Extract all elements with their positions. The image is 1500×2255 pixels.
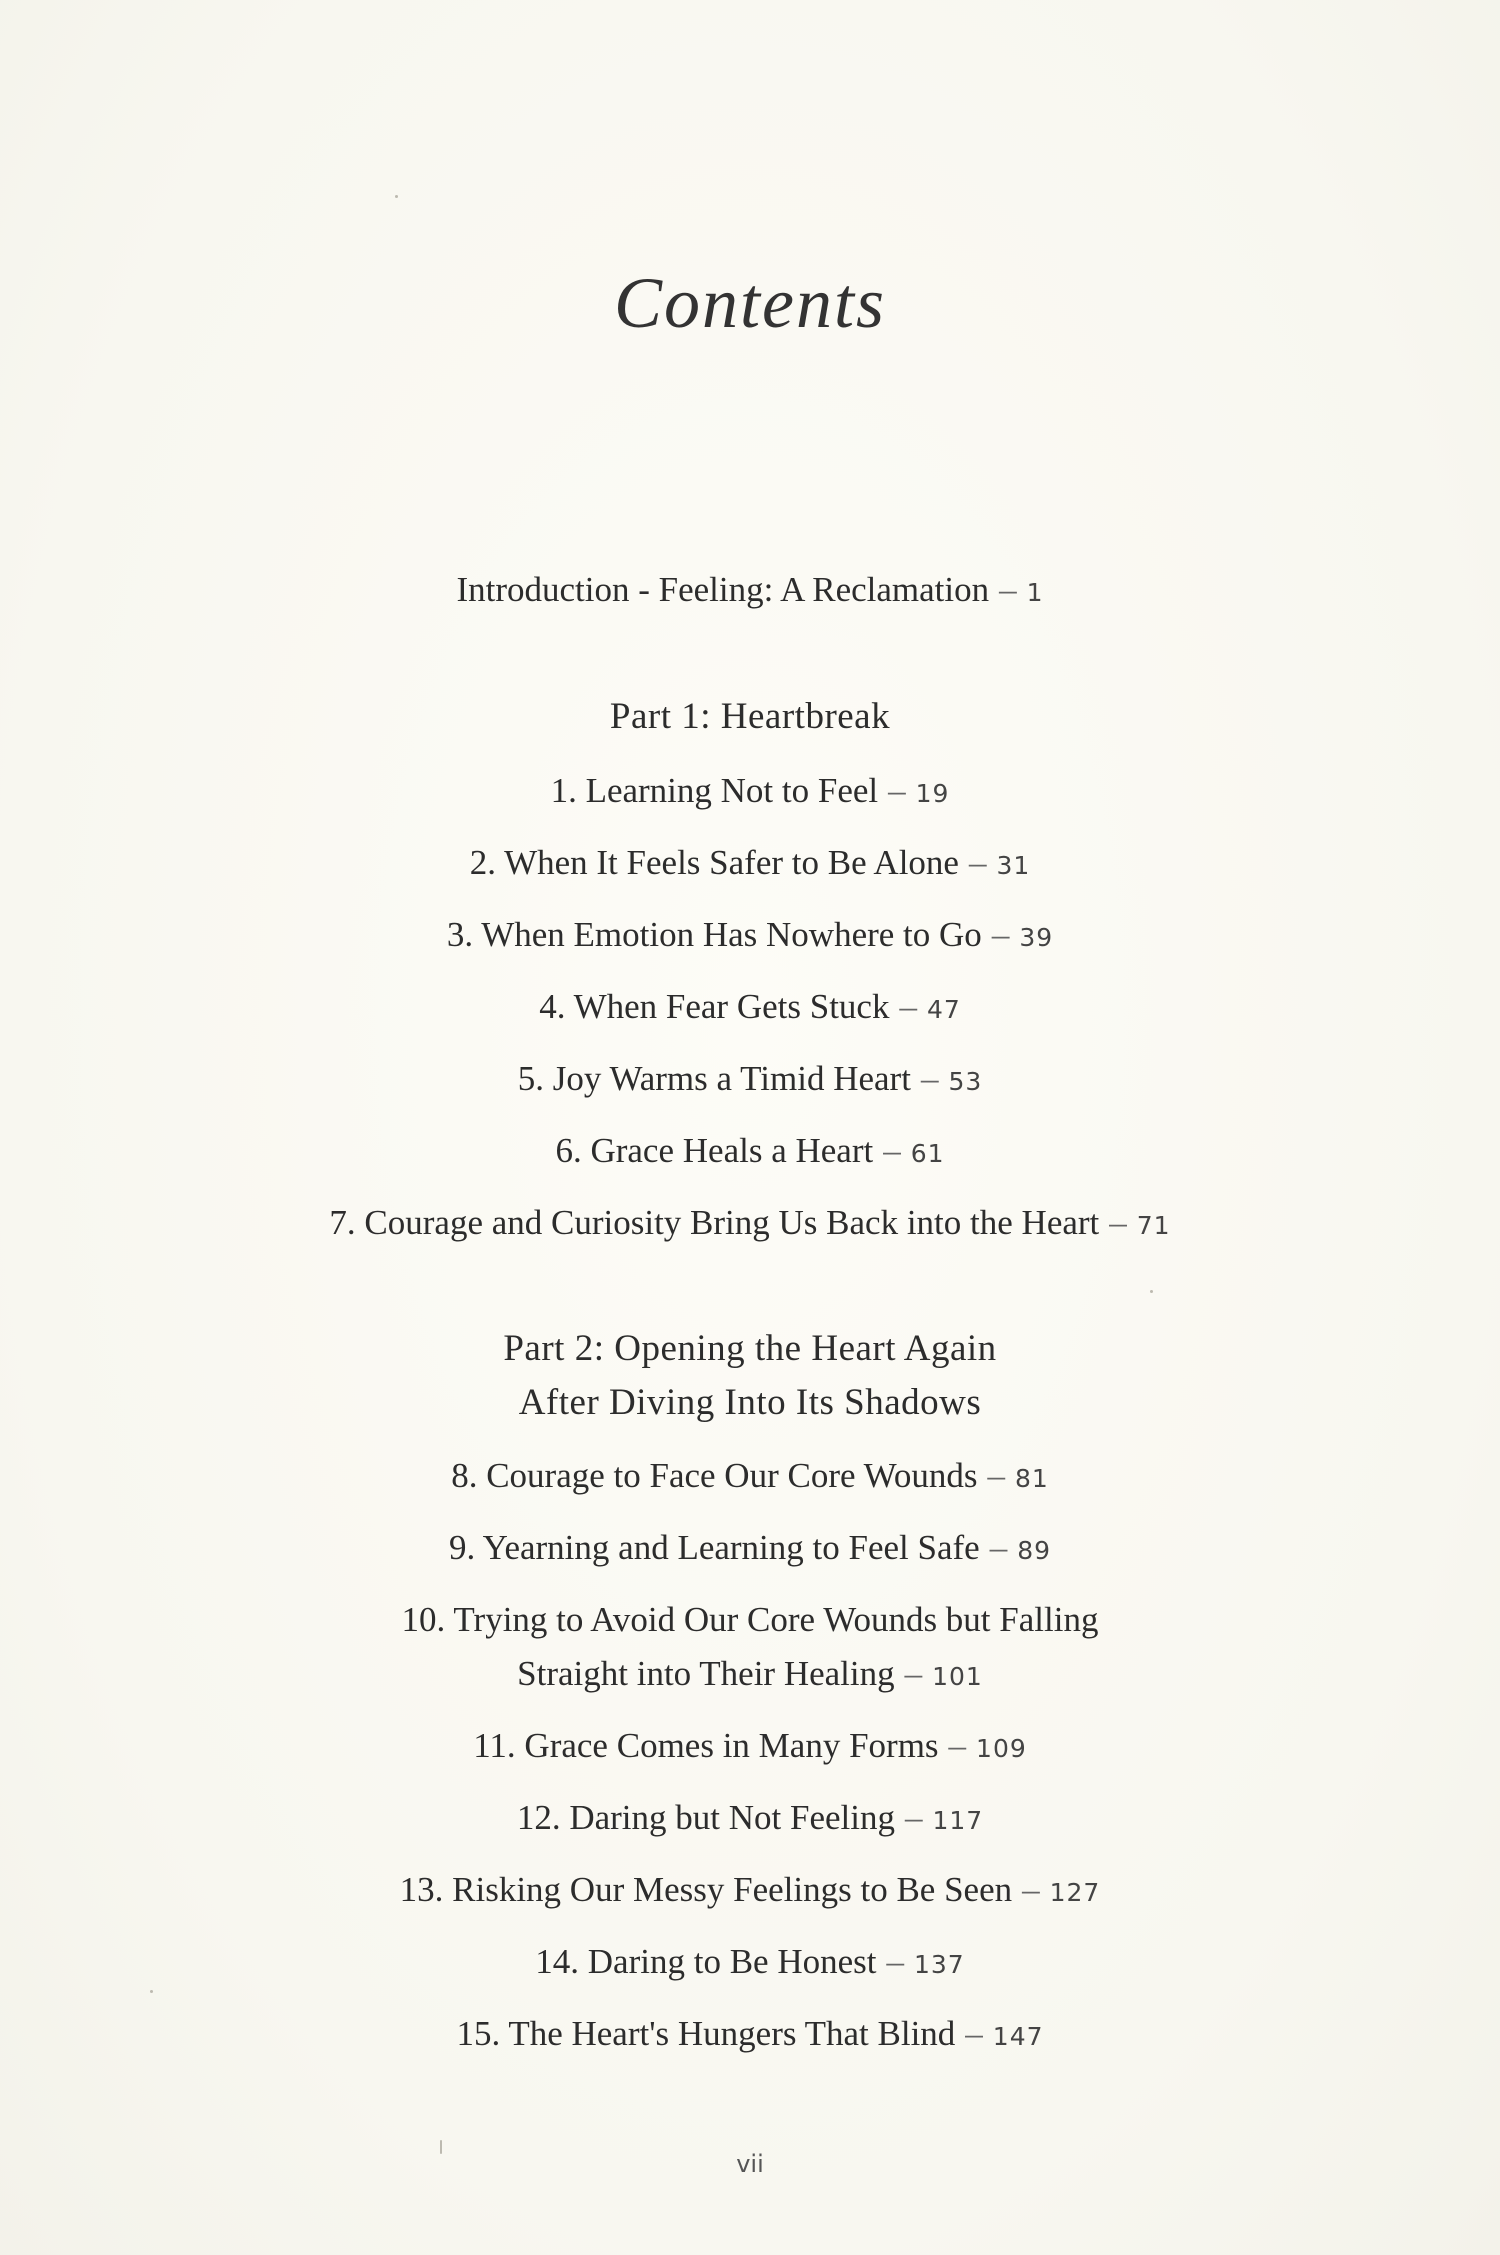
entry-label: 8. Courage to Face Our Core Wounds: [451, 1456, 978, 1495]
entry-dash: –: [965, 2014, 983, 2053]
scan-speck: [440, 2140, 442, 2154]
toc-entry: [0, 2016, 1500, 2051]
toc-entry: [0, 1872, 1500, 1907]
entry-label: 7. Courage and Curiosity Bring Us Back into the Heart: [329, 1203, 1100, 1242]
entry-dash: –: [1109, 1203, 1127, 1242]
toc-entry: [0, 1061, 1500, 1096]
entry-dash: –: [989, 1528, 1008, 1567]
entry-page: 101: [932, 1662, 983, 1691]
entry-dash: –: [999, 570, 1017, 609]
entry-label: 12. Daring but Not Feeling: [516, 1798, 895, 1837]
entry-label: 5. Joy Warms a Timid Heart: [517, 1059, 911, 1098]
entry-page: 117: [932, 1806, 984, 1835]
entry-page: 127: [1049, 1878, 1101, 1907]
toc-entry: [0, 845, 1500, 880]
entry-dash: –: [1022, 1870, 1040, 1909]
entry-label: 10. Trying to Avoid Our Core Wounds but Falling: [401, 1600, 1099, 1639]
entry-page: 53: [948, 1067, 983, 1096]
entry-label: 6. Grace Heals a Heart: [555, 1131, 874, 1170]
toc-entry-continued: [0, 1656, 1500, 1691]
entry-label: Straight into Their Healing: [517, 1654, 895, 1693]
toc-entry: [0, 1458, 1500, 1493]
entry-dash: –: [886, 1942, 904, 1981]
entry-label: 9. Yearning and Learning to Feel Safe: [448, 1528, 980, 1567]
entry-dash: –: [904, 1798, 923, 1837]
entry-label: 4. When Fear Gets Stuck: [539, 987, 890, 1026]
entry-dash: –: [968, 843, 987, 882]
entry-page: 71: [1136, 1211, 1171, 1240]
scan-speck: [1150, 1290, 1153, 1293]
entry-dash: –: [899, 987, 917, 1026]
toc-entry: [0, 773, 1500, 808]
entry-label: 1. Learning Not to Feel: [550, 771, 879, 810]
entry-dash: –: [920, 1059, 939, 1098]
entry-page: 81: [1015, 1464, 1049, 1493]
entry-page: 19: [915, 779, 950, 808]
scan-speck: [150, 1990, 153, 1993]
toc-entry: [0, 1800, 1500, 1835]
entry-page: 31: [996, 851, 1031, 880]
entry-label: 15. The Heart's Hungers That Blind: [456, 2014, 956, 2053]
toc-entry: [0, 989, 1500, 1024]
page-title: Contents: [613, 263, 886, 343]
part1-heading: Part 1: Heartbreak: [609, 696, 891, 737]
toc-entry: [0, 1944, 1500, 1979]
part2-heading-line1: Part 2: Opening the Heart Again: [503, 1328, 997, 1369]
entry-label: 2. When It Feels Safer to Be Alone: [469, 843, 959, 882]
entry-page: 109: [976, 1734, 1027, 1763]
entry-page: 147: [992, 2022, 1044, 2051]
entry-label: 3. When Emotion Has Nowhere to Go: [446, 915, 982, 954]
entry-label: 13. Risking Our Messy Feelings to Be Seen: [399, 1870, 1013, 1909]
entry-page: 137: [913, 1950, 965, 1979]
toc-entry: [0, 917, 1500, 952]
entry-dash: –: [987, 1456, 1005, 1495]
entry-page: 89: [1017, 1536, 1052, 1565]
scan-speck: [395, 195, 398, 198]
toc-entry: [0, 1728, 1500, 1763]
entry-dash: –: [991, 915, 1010, 954]
entry-page: 61: [910, 1139, 945, 1168]
entry-dash: –: [948, 1726, 967, 1765]
toc-entry: [0, 1602, 1500, 1637]
entry-label: Introduction - Feeling: A Reclamation: [456, 570, 990, 609]
entry-label: 11. Grace Comes in Many Forms: [473, 1726, 939, 1765]
entry-page: 1: [1026, 578, 1044, 607]
page-number: vii: [736, 2150, 764, 2178]
entry-page: 47: [926, 995, 961, 1024]
toc-entry: [0, 1133, 1500, 1168]
toc-entry-introduction: [0, 572, 1500, 607]
entry-dash: –: [888, 771, 906, 810]
entry-dash: –: [904, 1654, 923, 1693]
toc-entry: [0, 1530, 1500, 1565]
part2-heading-line2: After Diving Into Its Shadows: [518, 1382, 982, 1423]
toc-entry: [0, 1205, 1500, 1240]
entry-dash: –: [883, 1131, 901, 1170]
entry-label: 14. Daring to Be Honest: [535, 1942, 877, 1981]
entry-page: 39: [1019, 923, 1054, 952]
